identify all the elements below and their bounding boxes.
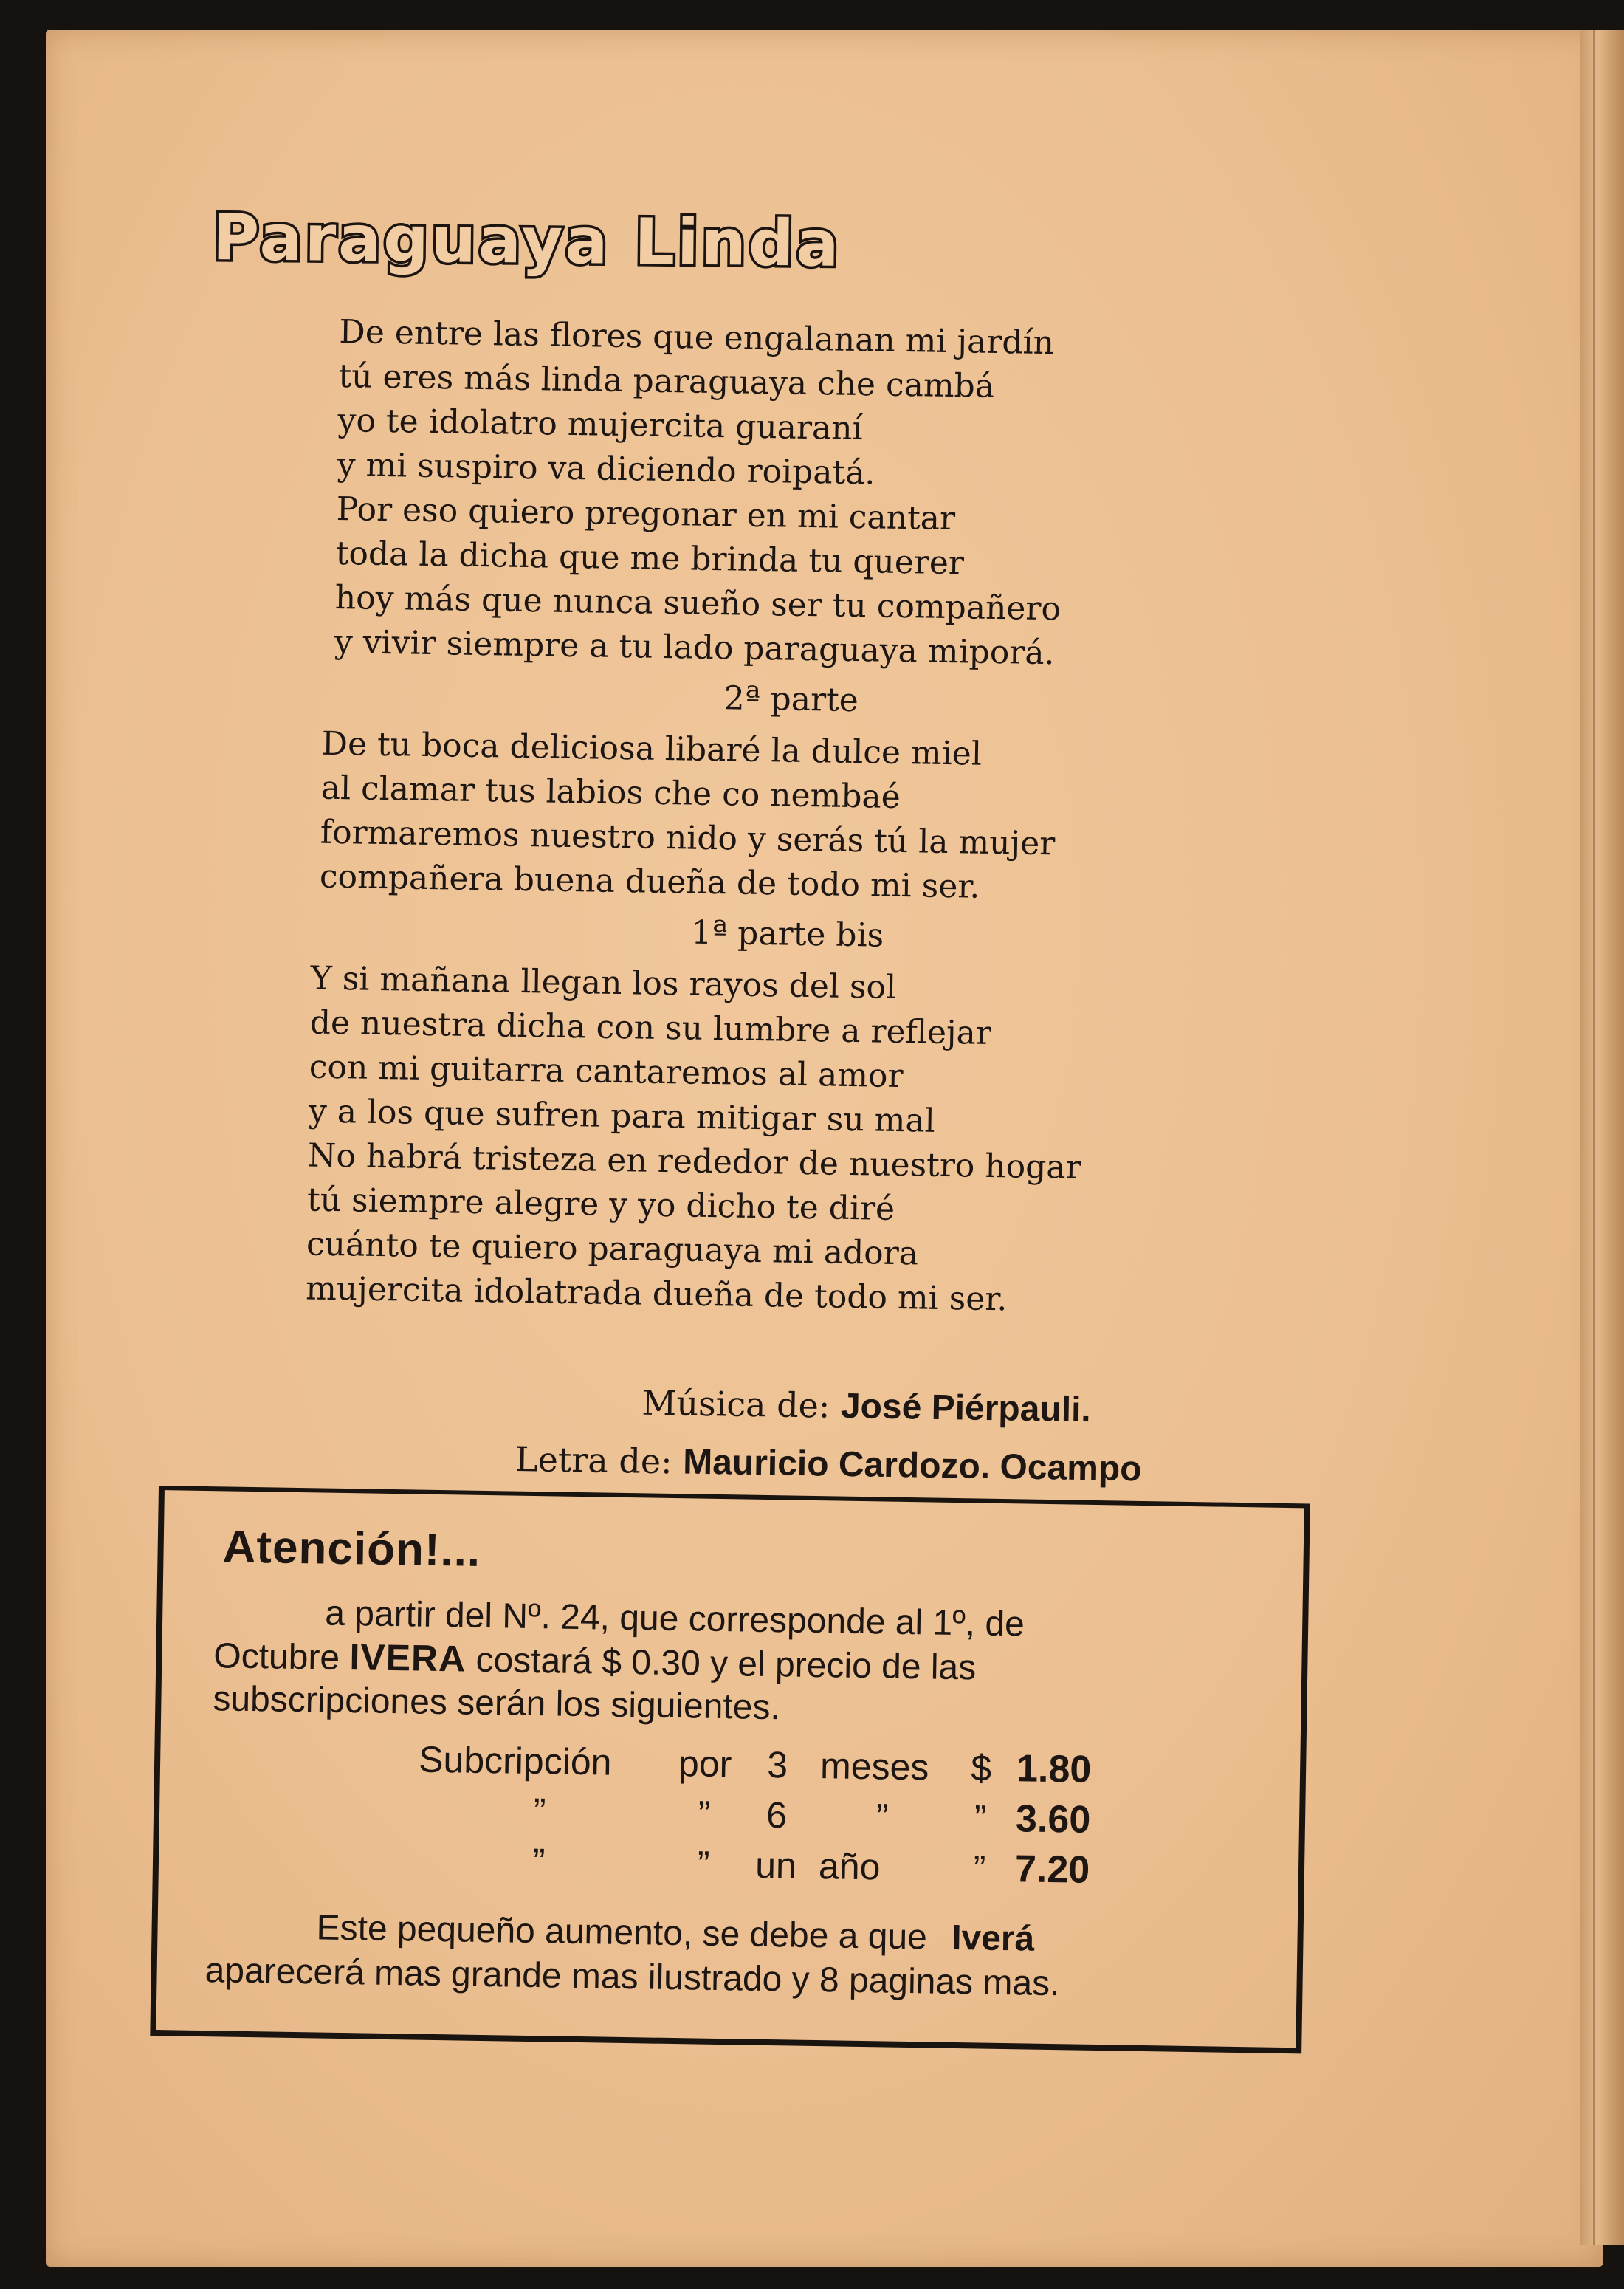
notice-footer (204, 1904, 1284, 2010)
sub-por: ” (697, 1843, 710, 1885)
sub-unit: meses (819, 1745, 929, 1788)
notice-heading: Atención!... (222, 1521, 481, 1576)
lyric-line: y a los que sufren para mitigar su mal (308, 1092, 936, 1140)
notice-line: subscripciones serán los siguientes. (213, 1679, 781, 1728)
lyric-line: con mi guitarra cantaremos al amor (309, 1048, 904, 1096)
sub-label: ” (532, 1841, 546, 1883)
lyrics-credit (515, 1430, 1143, 1498)
notice-line: aparecerá mas grande mas ilustrado y 8 paginas mas. (204, 1951, 1060, 2004)
notice-text-part: Este pequeño aumento, se debe a que (316, 1908, 928, 1957)
lyric-line: y mi suspiro va diciendo roipatá. (337, 445, 875, 493)
sub-por: ” (698, 1793, 711, 1835)
lyric-line: De entre las flores que engalanan mi jardín (339, 312, 1055, 363)
notice-line: a partir del Nº. 24, que corresponde al 1º, de (324, 1593, 1025, 1644)
music-author: José Piérpauli. (840, 1386, 1092, 1430)
lyric-line: No habrá tristeza en rededor de nuestro hogar (307, 1136, 1082, 1187)
sub-unit: ” (875, 1796, 889, 1838)
sub-currency: $ (970, 1747, 992, 1789)
sub-currency: ” (974, 1797, 987, 1839)
sub-number: 3 (766, 1743, 788, 1786)
page-edge (1580, 30, 1624, 2245)
notice-box (150, 1486, 1310, 2053)
song-lyrics (305, 310, 1299, 1331)
lyrics-author: Mauricio Cardozo. Ocampo (682, 1442, 1142, 1489)
verse-1 (334, 310, 1298, 679)
sub-por: por (678, 1743, 732, 1785)
lyric-line: y vivir siempre a tu lado paraguaya miporá. (334, 622, 1055, 673)
lyric-line: mujercita idolatrada dueña de todo mi ser. (305, 1269, 1008, 1319)
verse-2 (319, 722, 1293, 915)
verse-3 (306, 956, 1289, 1326)
sub-price: 7.20 (1014, 1847, 1090, 1892)
sub-currency: ” (973, 1847, 986, 1890)
song-title: Paraguaya Linda (212, 201, 842, 281)
lyric-line: toda la dicha que me brinda tu querer (335, 534, 965, 583)
notice-text-part: Octubre (213, 1636, 340, 1678)
part-2-label: 2ª parte (723, 679, 859, 720)
lyrics-label: Letra de: (515, 1438, 673, 1482)
lyric-line: tú eres más linda paraguaya che cambá (338, 357, 995, 405)
sub-price: 1.80 (1016, 1747, 1092, 1791)
subscription-row (417, 1835, 1104, 1896)
lyric-line: De tu boca deliciosa libaré la dulce miel (321, 724, 983, 773)
notice-text-part: costará $ 0.30 y el precio de las (475, 1640, 977, 1688)
notice-text (213, 1590, 1293, 1737)
sub-unit: año (818, 1845, 881, 1888)
subscription-table (417, 1734, 1105, 1896)
subscription-row (419, 1734, 1105, 1796)
song-credits (515, 1372, 1143, 1498)
music-label: Música de: (641, 1382, 830, 1426)
sub-label: ” (533, 1791, 546, 1833)
lyric-line: yo te idolatro mujercita guaraní (337, 401, 864, 448)
lyric-line: formaremos nuestro nido y serás tú la mujer (320, 813, 1056, 863)
lyric-line: de nuestra dicha con su lumbre a reflejar (309, 1003, 992, 1052)
lyric-line: compañera buena dueña de todo mi ser. (319, 857, 980, 906)
magazine-name: Iverá (951, 1918, 1035, 1959)
lyric-line: Y si mañana llegan los rayos del sol (310, 959, 897, 1006)
lyric-line: Por eso quiero pregonar en mi cantar (336, 490, 956, 538)
music-credit (516, 1372, 1143, 1440)
lyric-line: al clamar tus labios che co nembaé (320, 769, 901, 817)
magazine-name: IVERA (349, 1636, 467, 1680)
sub-number: 6 (765, 1794, 788, 1836)
lyric-line: hoy más que nunca sueño ser tu compañero (334, 578, 1062, 628)
lyric-line: tú siempre alegre y yo dicho te diré (306, 1181, 895, 1228)
sub-price: 3.60 (1015, 1797, 1091, 1842)
sub-label: Subcripción (418, 1738, 612, 1783)
lyric-line: cuánto te quiero paraguaya mi adora (306, 1225, 919, 1273)
part-1-bis-label: 1ª parte bis (690, 913, 884, 955)
sub-number: un (754, 1844, 797, 1887)
